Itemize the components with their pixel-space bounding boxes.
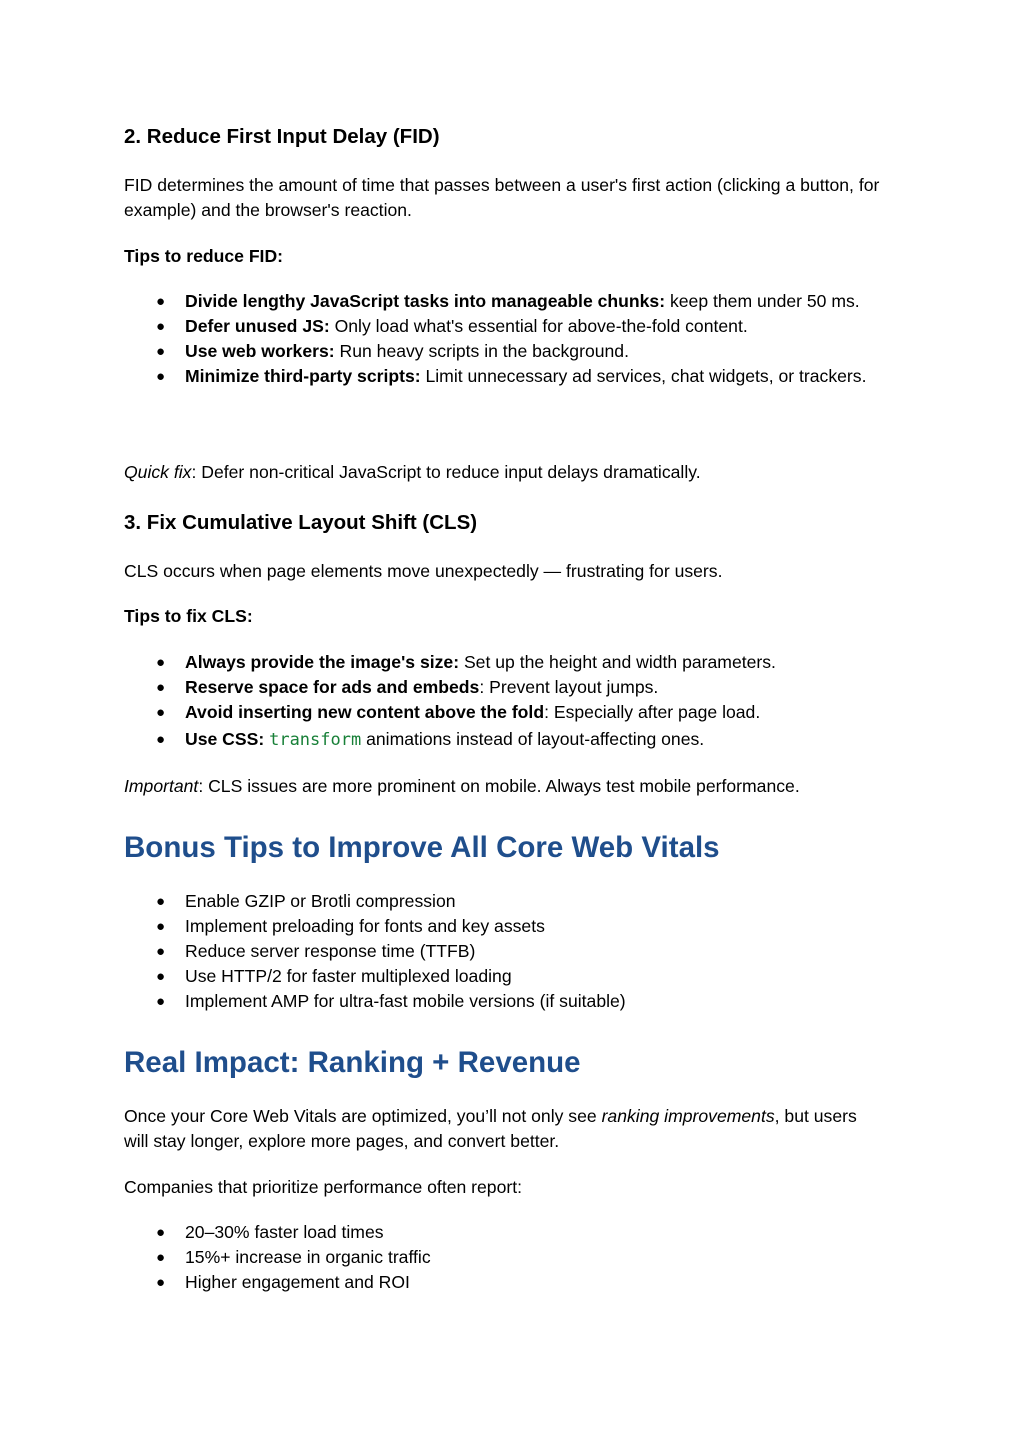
list-item-text: 20–30% faster load times xyxy=(185,1222,384,1242)
cls-tips-list xyxy=(124,650,884,753)
tip-label: Use CSS: xyxy=(185,729,265,749)
bullet-icon: ● xyxy=(156,293,166,310)
bullet-icon: ● xyxy=(156,731,166,748)
list-item xyxy=(124,289,884,314)
bullet-icon: ● xyxy=(156,943,166,960)
list-item xyxy=(124,1245,884,1270)
list-item-text: Reduce server response time (TTFB) xyxy=(185,941,476,961)
note-label: Quick fix xyxy=(124,462,192,482)
impact-list xyxy=(124,1220,884,1295)
bullet-icon: ● xyxy=(156,1249,166,1266)
tip-text: : Prevent layout jumps. xyxy=(479,677,659,697)
list-item xyxy=(124,650,884,675)
list-item xyxy=(124,889,884,914)
list-item xyxy=(124,989,884,1014)
impact-heading: Real Impact: Ranking + Revenue xyxy=(124,1046,581,1079)
note-text: : Defer non-critical JavaScript to reduce input delays dramatically. xyxy=(191,462,701,482)
cls-heading: 3. Fix Cumulative Layout Shift (CLS) xyxy=(124,511,478,534)
list-item-text: Implement preloading for fonts and key assets xyxy=(185,916,545,936)
list-item xyxy=(124,1220,884,1245)
cls-intro: CLS occurs when page elements move unexpectedly — frustrating for users. xyxy=(124,561,723,581)
list-item xyxy=(124,364,884,389)
list-item xyxy=(124,964,884,989)
impact-emphasis: ranking improvements xyxy=(601,1106,775,1126)
bullet-icon: ● xyxy=(156,343,166,360)
cls-tips-label: Tips to fix CLS: xyxy=(124,606,253,626)
tip-text: : Especially after page load. xyxy=(544,702,761,722)
list-item-text: Use HTTP/2 for faster multiplexed loading xyxy=(185,966,512,986)
list-item-text: 15%+ increase in organic traffic xyxy=(185,1247,431,1267)
bullet-icon: ● xyxy=(156,968,166,985)
inline-code: transform xyxy=(269,730,362,750)
list-item xyxy=(124,914,884,939)
fid-intro: FID determines the amount of time that passes between a user's first action (clicking a button, for example) and the browser's reaction. xyxy=(124,175,880,220)
tip-label: Avoid inserting new content above the fold xyxy=(185,702,545,722)
tip-label: Reserve space for ads and embeds xyxy=(185,677,480,697)
bullet-icon: ● xyxy=(156,368,166,385)
tip-text: Limit unnecessary ad services, chat widgets, or trackers. xyxy=(420,366,867,386)
bullet-icon: ● xyxy=(156,704,166,721)
bonus-heading: Bonus Tips to Improve All Core Web Vitals xyxy=(124,831,720,864)
impact-text-after: , but users will stay longer, explore more pages, and convert better. xyxy=(124,1106,857,1151)
list-item xyxy=(124,939,884,964)
fid-heading: 2. Reduce First Input Delay (FID) xyxy=(124,125,440,148)
tip-text: keep them under 50 ms. xyxy=(665,291,860,311)
fid-tips-label: Tips to reduce FID: xyxy=(124,246,284,266)
fid-tips-list xyxy=(124,289,884,389)
tip-label: Always provide the image's size: xyxy=(185,652,460,672)
impact-text-before: Once your Core Web Vitals are optimized, you’ll not only see xyxy=(124,1106,602,1126)
list-item xyxy=(124,675,884,700)
note-label: Important xyxy=(124,776,199,796)
impact-paragraph xyxy=(124,1104,884,1154)
tip-label: Use web workers: xyxy=(185,341,335,361)
bullet-icon: ● xyxy=(156,679,166,696)
bullet-icon: ● xyxy=(156,993,166,1010)
bullet-icon: ● xyxy=(156,1224,166,1241)
tip-text: animations instead of layout-affecting ones. xyxy=(361,729,705,749)
bullet-icon: ● xyxy=(156,918,166,935)
cls-important-note xyxy=(124,774,884,799)
bullet-icon: ● xyxy=(156,893,166,910)
bullet-icon: ● xyxy=(156,654,166,671)
list-item xyxy=(124,314,884,339)
note-text: : CLS issues are more prominent on mobile. Always test mobile performance. xyxy=(198,776,800,796)
list-item xyxy=(124,1270,884,1295)
impact-lead: Companies that prioritize performance often report: xyxy=(124,1177,523,1197)
bullet-icon: ● xyxy=(156,1274,166,1291)
tip-label: Minimize third-party scripts: xyxy=(185,366,421,386)
tip-text: Run heavy scripts in the background. xyxy=(334,341,629,361)
tip-label: Divide lengthy JavaScript tasks into manageable chunks: xyxy=(185,291,666,311)
tip-text: Set up the height and width parameters. xyxy=(459,652,776,672)
list-item-text: Enable GZIP or Brotli compression xyxy=(185,891,456,911)
list-item-text: Higher engagement and ROI xyxy=(185,1272,410,1292)
bullet-icon: ● xyxy=(156,318,166,335)
list-item xyxy=(124,339,884,364)
fid-quick-fix-note xyxy=(124,460,884,485)
list-item xyxy=(124,727,884,753)
list-item-text: Implement AMP for ultra-fast mobile versions (if suitable) xyxy=(185,991,626,1011)
tip-text: Only load what's essential for above-the-fold content. xyxy=(329,316,748,336)
bonus-list xyxy=(124,889,884,1014)
list-item xyxy=(124,700,884,725)
tip-label: Defer unused JS: xyxy=(185,316,330,336)
